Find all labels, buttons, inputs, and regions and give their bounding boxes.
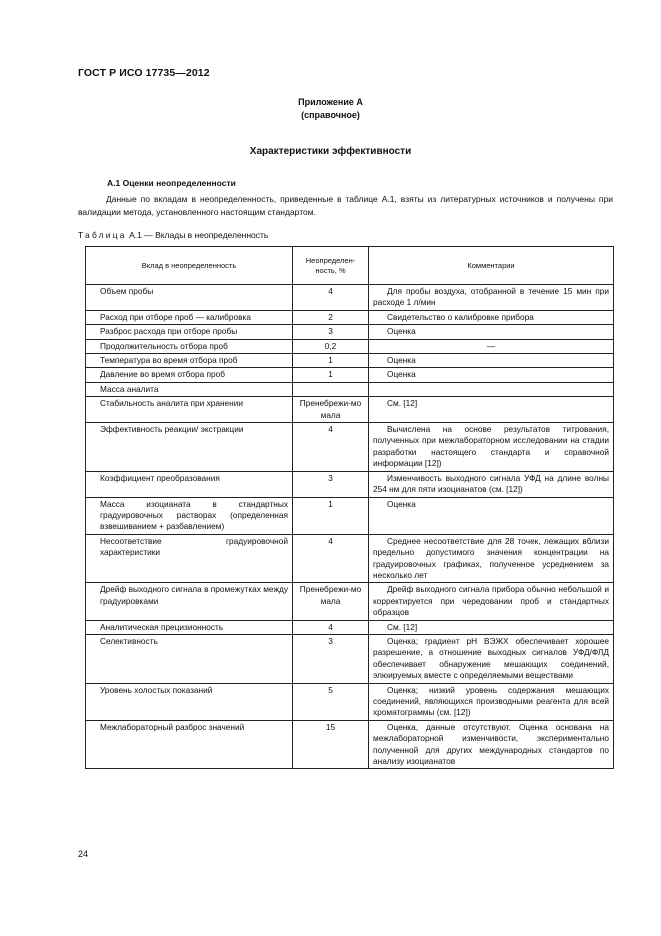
column-header-comments: Комментарии	[369, 247, 614, 285]
table-caption	[78, 230, 268, 240]
table-caption-text: А.1 — Вклады в неопределенность	[126, 230, 269, 240]
table-row	[86, 471, 614, 497]
cell-comment: Оценка	[369, 354, 614, 368]
table-row	[86, 534, 614, 583]
cell-uncertainty: Пренебрежи-мо мала	[293, 583, 369, 620]
cell-contribution: Стабильность аналита при хранении	[86, 397, 293, 423]
cell-uncertainty: 2	[293, 310, 369, 324]
cell-uncertainty: 1	[293, 497, 369, 534]
annex-title: Приложение А	[298, 97, 363, 107]
cell-comment: См. [12]	[369, 620, 614, 634]
cell-contribution: Несоответствие градуировочной характеристики	[86, 534, 293, 583]
cell-uncertainty: 4	[293, 534, 369, 583]
cell-contribution: Дрейф выходного сигнала в промежутках между градуировками	[86, 583, 293, 620]
section-heading: A.1 Оценки неопределенности	[107, 178, 236, 188]
uncertainty-table	[85, 246, 614, 769]
table-row	[86, 382, 614, 396]
cell-comment: См. [12]	[369, 397, 614, 423]
cell-contribution: Продолжительность отбора проб	[86, 339, 293, 353]
table-row	[86, 720, 614, 769]
cell-uncertainty: 3	[293, 471, 369, 497]
cell-uncertainty: 4	[293, 620, 369, 634]
table-row	[86, 583, 614, 620]
cell-uncertainty: 0,2	[293, 339, 369, 353]
table-row	[86, 497, 614, 534]
cell-contribution: Селективность	[86, 634, 293, 683]
cell-comment: Изменчивость выходного сигнала УФД на длине волны 254 нм для пяти изоцианатов (см. [12])	[369, 471, 614, 497]
cell-uncertainty: 3	[293, 325, 369, 339]
document-header: ГОСТ Р ИСО 17735—2012	[78, 67, 210, 79]
cell-comment: Оценка	[369, 325, 614, 339]
cell-contribution: Расход при отборе проб — калибровка	[86, 310, 293, 324]
table-row	[86, 397, 614, 423]
cell-comment: Вычислена на основе результатов титрования, полученных при межлабораторном исследовании на стадии разработки настоящего стандарта и справочной информации [12])	[369, 423, 614, 472]
table-row	[86, 354, 614, 368]
cell-uncertainty	[293, 382, 369, 396]
annex-heading	[0, 96, 661, 122]
cell-uncertainty: 3	[293, 634, 369, 683]
cell-contribution: Коэффициент преобразования	[86, 471, 293, 497]
intro-paragraph: Данные по вкладам в неопределенность, приведенные в таблице А.1, взяты из литературных источников и получены при валидации метода, установленного настоящим стандартом.	[78, 194, 613, 217]
table-row	[86, 285, 614, 311]
cell-comment: Для пробы воздуха, отобранной в течение 15 мин при расходе 1 л/мин	[369, 285, 614, 311]
cell-comment: —	[369, 339, 614, 353]
cell-comment: Оценка; градиент рН ВЭЖХ обеспечивает хорошее разрешение, а отношение выходных сигналов УФД/ФЛД обеспечивает обнаружение мешающих соединений, элюируемых вместе с определяемыми веществами	[369, 634, 614, 683]
cell-uncertainty: 1	[293, 354, 369, 368]
cell-comment: Оценка; низкий уровень содержания мешающих соединений, являющихся производными реагента для всей хроматограммы (см. [12])	[369, 683, 614, 720]
table-body	[86, 285, 614, 769]
table-header-row	[86, 247, 614, 285]
table-row	[86, 325, 614, 339]
page-title: Характеристики эффективности	[249, 146, 412, 157]
cell-comment: Оценка, данные отсутствуют. Оценка основана на межлабораторной изменчивости, экспериментально полученной для других международных стандартов по анализу изоцианатов	[369, 720, 614, 769]
annex-subtitle: (справочное)	[301, 110, 360, 120]
cell-contribution: Масса аналита	[86, 382, 293, 396]
column-header-uncertainty: Неопределен-ность, %	[293, 247, 369, 285]
cell-contribution: Уровень холостых показаний	[86, 683, 293, 720]
cell-contribution: Межлабораторный разброс значений	[86, 720, 293, 769]
table-row	[86, 620, 614, 634]
table-row	[86, 683, 614, 720]
table-row	[86, 634, 614, 683]
cell-contribution: Аналитическая прецизионность	[86, 620, 293, 634]
cell-comment: Дрейф выходного сигнала прибора обычно небольшой и корректируется при чередовании проб и стандартных образцов	[369, 583, 614, 620]
table-caption-label: Таблица	[78, 230, 127, 240]
cell-comment	[369, 382, 614, 396]
cell-comment: Оценка	[369, 368, 614, 382]
cell-contribution: Масса изоцианата в стандартных градуировочных растворах (определенная взвешиванием + разбавлением)	[86, 497, 293, 534]
table-row	[86, 310, 614, 324]
table-row	[86, 339, 614, 353]
table-row	[86, 423, 614, 472]
cell-comment: Среднее несоответствие для 28 точек, лежащих вблизи предельно допустимого значения концентрации на градуировочных графиках, полученное усреднением за несколько лет	[369, 534, 614, 583]
cell-uncertainty: 4	[293, 423, 369, 472]
page-number: 24	[78, 849, 89, 859]
table-row	[86, 368, 614, 382]
cell-uncertainty: 15	[293, 720, 369, 769]
column-header-contribution: Вклад в неопределенность	[86, 247, 293, 285]
cell-uncertainty: 4	[293, 285, 369, 311]
cell-contribution: Эффективность реакции/ экстракции	[86, 423, 293, 472]
cell-comment: Оценка	[369, 497, 614, 534]
cell-uncertainty: 1	[293, 368, 369, 382]
cell-uncertainty: 5	[293, 683, 369, 720]
cell-contribution: Давление во время отбора проб	[86, 368, 293, 382]
cell-contribution: Температура во время отбора проб	[86, 354, 293, 368]
cell-comment: Свидетельство о калибровке прибора	[369, 310, 614, 324]
cell-contribution: Разброс расхода при отборе пробы	[86, 325, 293, 339]
cell-contribution: Объем пробы	[86, 285, 293, 311]
cell-uncertainty: Пренебрежи-мо мала	[293, 397, 369, 423]
